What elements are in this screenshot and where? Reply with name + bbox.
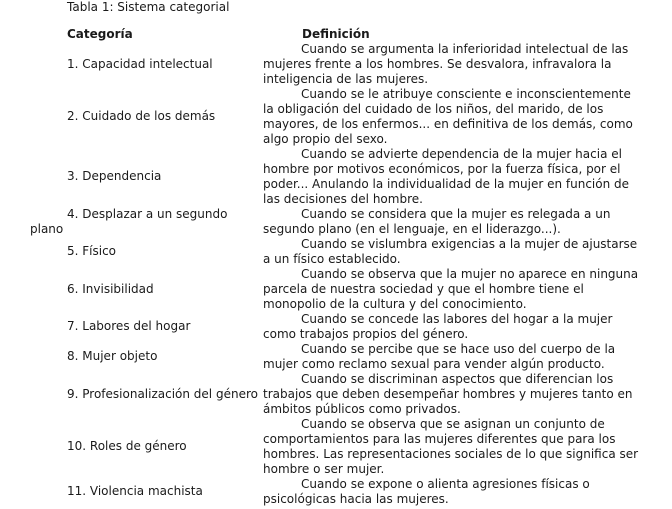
table-caption: Tabla 1: Sistema categorial: [67, 0, 230, 14]
category-cell: 1. Capacidad intelectual: [67, 57, 213, 71]
category-cell: 4. Desplazar a un segundo: [67, 207, 228, 221]
column-header-definicion: Definición: [302, 27, 370, 41]
definition-cell: Cuando se vislumbra exigencias a la mujer de ajustarse a un físico establecido.: [263, 237, 638, 266]
category-cell: 7. Labores del hogar: [67, 319, 191, 333]
definition-cell: Cuando se concede las labores del hogar a la mujer como trabajos propios del género.: [263, 312, 613, 341]
definition-cell: Cuando se observa que se asignan un conjunto de comportamientos para las mujeres diferentes que para los hombres. Las representaciones sociales de lo que significa ser hombre o ser mujer.: [263, 417, 639, 476]
category-cell: 2. Cuidado de los demás: [67, 109, 216, 123]
definition-cell: Cuando se advierte dependencia de la mujer hacia el hombre por motivos económicos, por la fuerza física, por el poder... Anulando la individualidad de la mujer en función de las decisiones del hombre.: [263, 147, 630, 206]
category-cell: 9. Profesionalización del género: [67, 387, 258, 401]
definition-cell: Cuando se considera que la mujer es relegada a un segundo plano (en el lenguaje, en el liderazgo...).: [263, 207, 611, 236]
column-header-categoria: Categoría: [67, 27, 133, 41]
category-cell: 11. Violencia machista: [67, 484, 203, 498]
definition-cell: Cuando se observa que la mujer no aparece en ninguna parcela de nuestra sociedad y que el hombre tiene el monopolio de la cultura y del conocimiento.: [263, 267, 639, 311]
category-cell: 10. Roles de género: [67, 439, 187, 453]
definition-cell: Cuando se argumenta la inferioridad intelectual de las mujeres frente a los hombres. Se desvalora, infravalora la inteligencia de las mujeres.: [263, 42, 629, 86]
category-cell: 6. Invisibilidad: [67, 282, 154, 296]
definition-cell: Cuando se le atribuye consciente e inconscientemente la obligación del cuidado de los niños, del marido, de los mayores, de los enfermos... en definitiva de los demás, como algo propio del sexo.: [263, 87, 633, 146]
category-cell: 5. Físico: [67, 244, 117, 258]
category-cell-continuation: plano: [30, 222, 64, 236]
definition-cell: Cuando se discriminan aspectos que diferencian los trabajos que deben desempeñar hombres y mujeres tanto en ámbitos públicos como privados.: [263, 372, 633, 416]
category-cell: 3. Dependencia: [67, 169, 162, 183]
definition-cell: Cuando se expone o alienta agresiones físicas o psicológicas hacia las mujeres.: [263, 477, 590, 506]
category-cell: 8. Mujer objeto: [67, 349, 158, 363]
definition-cell: Cuando se percibe que se hace uso del cuerpo de la mujer como reclamo sexual para vender algún producto.: [263, 342, 616, 371]
